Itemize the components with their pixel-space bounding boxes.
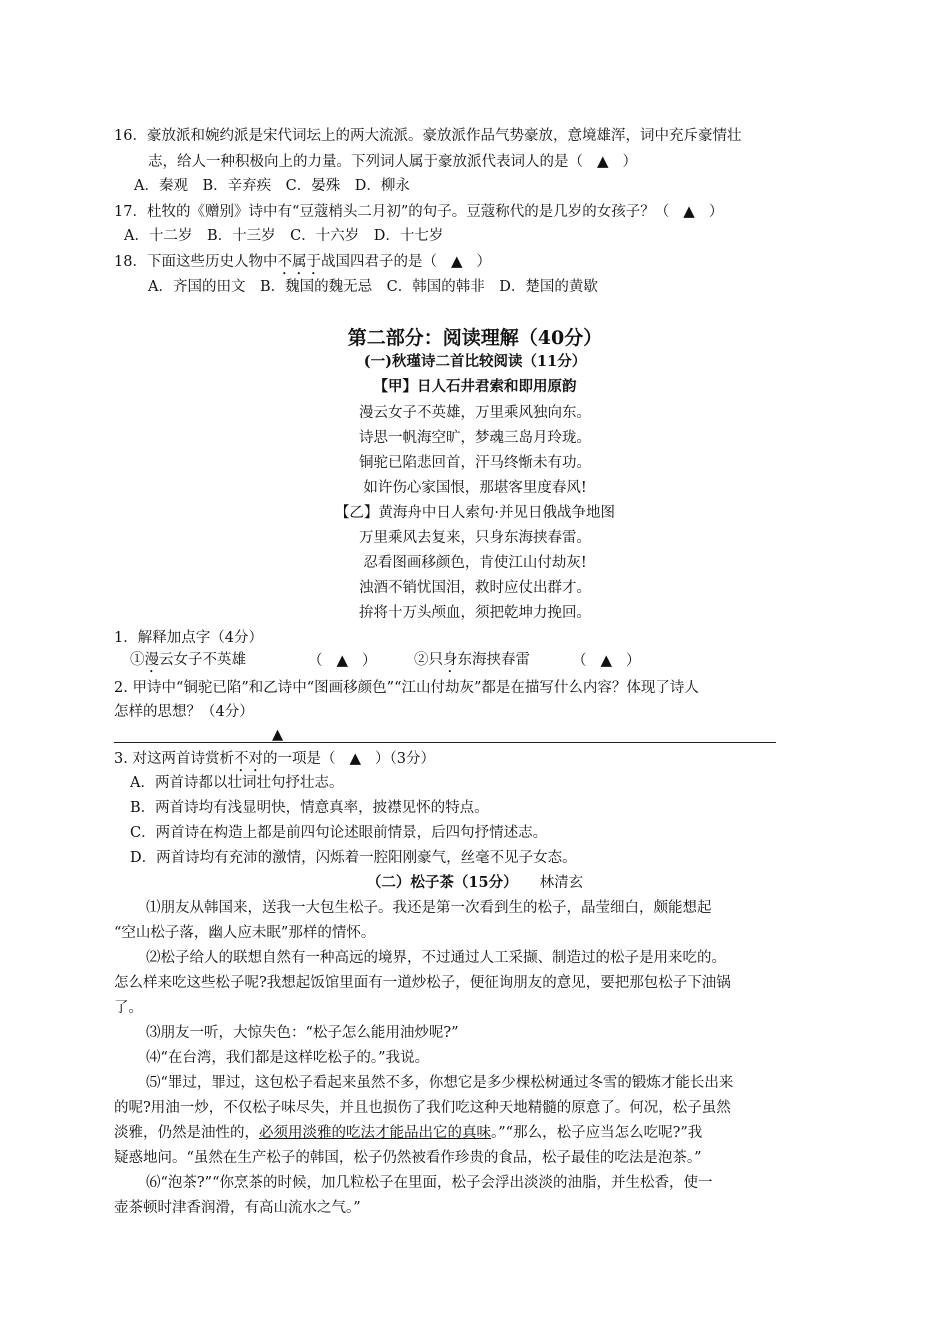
passage-paragraph-5-cont: 淡雅，仍然是油性的，必须用淡雅的吃法才能品出它的真味。”“那么，松子应当怎么吃呢?”我 [114,1125,703,1141]
poem-a-line: 诗思一帆海空旷，梦魂三岛月玲珑。 [359,430,591,446]
answer-line [114,742,776,743]
sq1-answer-a: （ ▲ ） [308,651,377,669]
q17-line1: 17．杜牧的《赠别》诗中有“豆蔻梢头二月初”的句子。豆蔻称代的是几岁的女孩子？（ ▲ ） [114,202,724,220]
poem-b-line: 忍看图画移颜色，肯使江山付劫灰! [363,555,587,571]
passage-paragraph-5: ⑸“罪过，罪过，这包松子看起来虽然不多，你想它是多少棵松树通过冬雪的锻炼才能长出来 [146,1075,734,1091]
answer-triangle-icon: ▲ [450,252,463,270]
sq1-title: 1．解释加点字（4分） [114,630,263,646]
passage-paragraph-1-cont: “空山松子落，幽人应未眠”那样的情怀。 [114,925,376,941]
passage-paragraph-6-cont: 壶茶顿时津香润滑，有高山流水之气。” [114,1200,361,1216]
sq1-item-a: ①漫云女子不英雄 [130,652,246,668]
passage-paragraph-4: ⑷“在台湾，我们都是这样吃松子的。”我说。 [146,1050,430,1066]
passage-paragraph-3: ⑶朋友一听，大惊失色：“松子怎么能用油炒呢?” [146,1025,459,1041]
passage-paragraph-5-cont: 疑惑地问。“虽然在生产松子的韩国，松子仍然被看作珍贵的食品，松子最佳的吃法是泡茶。” [114,1150,702,1166]
answer-triangle-icon: ▲ [683,202,695,220]
q17-options: A．十二岁 B．十三岁 C．十六岁 D．十七岁 [124,228,444,244]
sq3-option: D．两首诗均有充沛的激情，闪烁着一腔阳刚豪气，丝毫不见子女态。 [130,850,577,866]
q18-options: A．齐国的田文 B．魏国的魏无忌 C．韩国的韩非 D．楚国的黄歇 [148,279,598,295]
q16-line1: 16．豪放派和婉约派是宋代词坛上的两大流派。豪放派作品气势豪放，意境雄浑，词中充斥豪情壮 [114,128,742,144]
section2-heading [0,873,950,893]
answer-triangle-icon: ▲ [272,727,284,743]
passage-paragraph-6: ⑹“泡茶?”“你烹茶的时候，加几粒松子在里面，松子会浮出淡淡的油脂，并生松香，使一 [146,1175,713,1191]
emphasis-dotted-char: 漫 [144,652,159,668]
underlined-sentence: 必须用淡雅的吃法才能品出它的真味 [259,1125,491,1141]
sq2-line1: 2. 甲诗中“铜驼已陷”和乙诗中“图画移颜色”“江山付劫灰”都是在描写什么内容？体现了诗人 [114,680,699,696]
emphasis-dotted-text: 不属于 [277,254,321,270]
q18-line1: 18．下面这些历史人物中不属于战国四君子的是（ ▲ ） [114,252,491,270]
passage-paragraph-2: ⑵松子给人的联想自然有一种高远的境界，不过通过人工采撷、制造过的松子是用来吃的。 [146,950,726,966]
passage-paragraph-2-cont: 怎么样来吃这些松子呢?我想起饭馆里面有一道炒松子，便征询朋友的意见，要把那包松子下油锅 [114,975,731,991]
sq1-answer-b: （ ▲ ） [572,651,641,669]
section1-title: (一)秋瑾诗二首比较阅读（11分） [363,353,587,370]
sq2-line2: 怎样的思想？（4分） [114,704,254,720]
passage-paragraph-2-cont: 了。 [114,1000,143,1016]
poem-a-title: 【甲】日人石井君索和即用原韵 [373,378,577,395]
poem-b-line: 万里乘风去复来，只身东海挟春雷。 [359,530,591,546]
answer-triangle-icon: ▲ [349,749,361,767]
answer-triangle-icon: ▲ [336,651,349,669]
sq1-item-b: ②只身东海挟春雷 [414,652,530,668]
sq3-line1: 3. 对这两首诗赏析不对的一项是（ ▲ ）（3分） [114,749,435,767]
q16-options: A．秦观 B．辛弃疾 C．晏殊 D．柳永 [134,178,410,194]
poem-a-line: 如许伤心家国恨，那堪客里度春风! [363,480,587,496]
section2-title: （二）松子茶（15分） [366,874,518,891]
sq3-option: C．两首诗在构造上都是前四句论述眼前情景，后四句抒情述志。 [130,825,548,841]
answer-triangle-icon: ▲ [597,152,609,170]
section2-author: 林清玄 [539,875,584,891]
poem-a-line: 铜驼已陷悲回首，汗马终惭未有功。 [359,455,591,471]
sq3-option: A．两首诗都以壮词壮句抒壮志。 [130,775,344,791]
answer-triangle-icon: ▲ [600,651,613,669]
passage-paragraph-5-cont: 的呢?用油一炒，不仅松子味尽失，并且也损伤了我们吃这种天地精髓的原意了。何况，松子虽然 [114,1100,731,1116]
poem-a-line: 漫云女子不英雄，万里乘风独向东。 [359,405,591,421]
part2-title: 第二部分：阅读理解（40分） [347,327,603,349]
sq3-option: B．两首诗均有浅显明快，情意真率，披襟见怀的特点。 [130,800,489,816]
emphasis-dotted-char: 身 [443,652,458,668]
poem-b-title: 【乙】黄海舟中日人索句·并见日俄战争地图 [334,505,616,521]
emphasis-dotted-text: 不对 [233,751,263,767]
poem-b-line: 浊酒不销忧国泪，救时应仗出群才。 [359,580,591,596]
q16-line2: 志，给人一种积极向上的力量。下列词人属于豪放派代表词人的是（ ▲ ） [148,152,638,170]
poem-b-line: 拚将十万头颅血，须把乾坤力挽回。 [359,605,591,621]
passage-paragraph-1: ⑴朋友从韩国来，送我一大包生松子。我还是第一次看到生的松子，晶莹细白，颇能想起 [146,900,712,916]
